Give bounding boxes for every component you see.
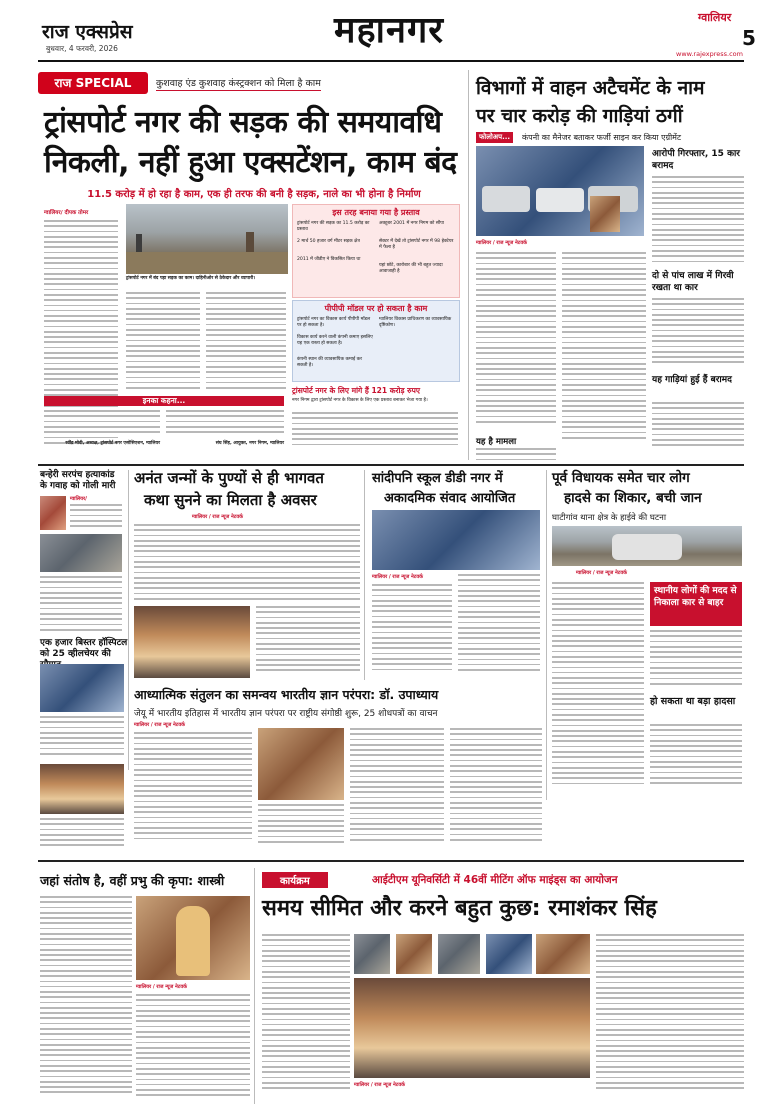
katha-body-1 — [134, 524, 360, 604]
right-lead-body-1 — [476, 252, 556, 432]
right-side-body-3 — [652, 402, 744, 454]
ppp-box-item: कंपनी स्थान की व्यावसायिक कमाई कर सकती है। — [297, 357, 363, 368]
ppp-box-item: विकास कार्य करने वाली कंपनी कमाए इसलिए यह एक रास्ता हो सकता है। — [297, 335, 373, 346]
section-rule — [38, 860, 744, 862]
culture-photo-2 — [258, 728, 344, 800]
note-body-1 — [44, 410, 160, 436]
accident-title-1: पूर्व विधायक समेत चार लोग — [552, 470, 690, 486]
culture-subhead: जेयू में भारतीय इतिहास में भारतीय ज्ञान परंपरा पर राष्ट्रीय संगोष्ठी शुरू, 25 शोधपत्रों का वाचन — [134, 709, 438, 719]
bottom-left-body-1 — [40, 896, 132, 1102]
culture-byline: ग्वालियर / राज न्यूज नेटवर्क — [134, 722, 185, 728]
proposal-box-item: यहां छोटे, कारोबार की भी बहुत ज्यादा आवाजाही है — [379, 263, 443, 274]
accident-byline: ग्वालियर / राज न्यूज नेटवर्क — [576, 570, 627, 576]
city-name: ग्वालियर — [698, 11, 732, 24]
bottom-left-byline: ग्वालियर / राज न्यूज नेटवर्क — [136, 984, 187, 990]
website: www.rajexpress.com — [676, 50, 743, 58]
school-byline: ग्वालियर / राज न्यूज नेटवर्क — [372, 574, 423, 580]
column-divider — [128, 470, 129, 770]
callout-title: ट्रांसपोर्ट नगर के लिए मांगे हैं 121 करोड़ रुपए — [292, 386, 421, 395]
speaker-photo-main — [536, 934, 590, 974]
lead-photo-caption: ट्रांसपोर्ट नगर में बंद पड़ा सड़क का काम। दाहिनीओर से ठेकेदार और व्यापारी। — [126, 276, 256, 281]
school-title-1: सांदीपनि स्कूल डीडी नगर में — [372, 471, 503, 486]
masthead — [0, 0, 778, 58]
right-lead-kicker: कंपनी का मैनेजर बताकर फर्जी साइन कर किया एग्रीमेंट — [522, 133, 681, 142]
speaker-photo-1 — [354, 934, 390, 974]
bottom-left-photo — [136, 896, 250, 980]
right-lead-kicker-label: फोलोअप... — [476, 132, 513, 143]
lead-byline: ग्वालियर/ दीपक तोमर — [44, 210, 89, 216]
hospital-story-photo — [40, 664, 124, 712]
lead-photo — [126, 204, 288, 274]
accident-subhead: घाटीगांव थाना क्षेत्र के हाईवे की घटना — [552, 513, 667, 523]
murder-story-title: बन्हेरी सरपंच हत्याकांड के गवाह को गोली मारी — [40, 470, 116, 491]
katha-photo — [134, 606, 250, 678]
school-title-2: अकादमिक संवाद आयोजित — [384, 491, 516, 506]
note-attribution-2: संघ सिंह, आयुक्त, नगर निगम, ग्वालियर — [215, 441, 284, 446]
culture-body-4 — [450, 728, 542, 852]
issue-date: बुधवार, 4 फरवरी, 2026 — [46, 44, 118, 53]
school-photo — [372, 510, 540, 570]
lead-headline-line1: ट्रांसपोर्ट नगर की सड़क की समयावधि — [44, 105, 442, 140]
lead-kicker: कुशवाह एंड कुशवाह कंस्ट्रक्शन को मिला है काम — [156, 78, 321, 89]
katha-body-2 — [256, 606, 360, 678]
right-lead-body-3 — [476, 448, 556, 462]
culture-body-1 — [134, 732, 252, 850]
column-divider — [364, 470, 365, 680]
note-body-2 — [166, 410, 284, 436]
culture-photo — [40, 764, 124, 814]
accident-photo — [552, 526, 742, 566]
lead-body-col2 — [126, 292, 200, 392]
katha-title-2: कथा सुनने का मिलता है अवसर — [144, 491, 317, 509]
proposal-box — [292, 204, 460, 298]
audience-photo — [354, 978, 590, 1078]
proposal-box-item: सेक्टर में देखें तो ट्रांसपोर्ट नगर में 98 हेक्टेयर में फैला है — [379, 239, 454, 250]
program-tag: कार्यक्रम — [262, 872, 328, 888]
murder-story-body-2 — [40, 576, 122, 636]
katha-title-1: अनंत जन्मों के पुण्यों से ही भागवत — [134, 469, 324, 487]
speaker-photo-2 — [396, 934, 432, 974]
proposal-box-title: इस तरह बनाया गया है प्रस्ताव — [332, 208, 420, 217]
callout-body-lines — [292, 412, 458, 448]
special-tag-label: राज SPECIAL — [54, 76, 132, 90]
right-side-head-2: दो से पांच लाख में गिरवी रखता था कार — [652, 271, 734, 293]
ppp-box-item: ग्वालियर विकास प्राधिकरण का व्यावसायिक दृष्टिकोण। — [379, 317, 452, 328]
hospital-story-body — [40, 716, 124, 760]
note-title: इनका कहना... — [142, 396, 186, 405]
right-side-body-1 — [652, 176, 744, 266]
right-lead-headline-1: विभागों में वाहन अटैचमेंट के नाम — [476, 77, 705, 99]
masthead-rule — [38, 60, 744, 62]
accused-photo — [590, 196, 620, 232]
right-lead-byline: ग्वालियर / राज न्यूज नेटवर्क — [476, 240, 527, 246]
culture-title: आध्यात्मिक संतुलन का समन्वय भारतीय ज्ञान परंपरा: डॉ. उपाध्याय — [134, 687, 439, 702]
section-title: महानगर — [334, 10, 444, 51]
proposal-box-item: अक्टूबर 2001 में नगर निगम को सौंपा — [379, 221, 444, 226]
ppp-box — [292, 300, 460, 382]
proposal-box-item: 2011 में जीडीए ने विकसित किया था — [297, 257, 361, 262]
program-kicker: आईटीएम यूनिवर्सिटी में 46वीं मीटिंग ऑफ माइंड्स का आयोजन — [372, 874, 618, 886]
proposal-box-item: ट्रांसपोर्ट नगर की सड़क का 11.5 करोड़ का प्रस्ताव — [297, 221, 370, 232]
rescue-box — [650, 582, 742, 626]
right-lead-subhead: यह है मामला — [476, 437, 517, 447]
program-body-2 — [596, 934, 744, 1102]
lead-body-col3 — [206, 292, 286, 392]
hospital-story-title: एक हजार बिस्तर हॉस्पिटल को 25 व्हीलचेयर की — [40, 638, 128, 659]
school-body-2 — [458, 574, 540, 680]
section-rule — [38, 464, 744, 466]
culture-caption — [40, 818, 124, 852]
right-lead-body-2 — [562, 252, 646, 452]
bottom-left-title: जहां संतोष है, वहीं प्रभु की कृपा: शास्त्री — [40, 873, 225, 888]
murder-story-photo — [40, 496, 66, 530]
rescue-box-title: स्थानीय लोगों की मदद से निकाला कार से बाहर — [654, 586, 737, 608]
page-number: 5 — [742, 26, 756, 50]
murder-story-body — [70, 504, 122, 530]
right-side-head-1: आरोपी गिरफ्तार, 15 कार बरामद — [652, 149, 740, 171]
right-lead-headline-2: पर चार करोड़ की गाड़ियां ठगीं — [476, 105, 683, 127]
column-divider — [546, 470, 547, 800]
accident-title-2: हादसे का शिकार, बची जान — [564, 490, 702, 506]
right-side-head-3: यह गाड़ियां हुई हैं बरामद — [652, 375, 732, 385]
speaker-photo-4 — [486, 934, 532, 974]
paper-name: राज एक्सप्रेस — [42, 21, 133, 43]
program-byline: ग्वालियर / राज न्यूज नेटवर्क — [354, 1082, 405, 1088]
program-title: समय सीमित और करने बहुत कुछ: रमाशंकर सिंह — [262, 896, 657, 921]
program-body-1 — [262, 934, 350, 1102]
proposal-box-item: 2 मार्च 50 हजार वर्ग मीटर सड़क क्षेत्र — [297, 239, 360, 244]
column-divider — [254, 868, 255, 1104]
note-attribution-1: रवींद्र मोदी, अध्यक्ष, ट्रांसपोर्ट नगर एसोसिएशन, ग्वालियर — [65, 441, 160, 446]
lead-headline-line2: निकली, नहीं हुआ एक्सटेंशन, काम बंद — [44, 145, 457, 180]
culture-body-3 — [350, 728, 444, 852]
accident-body-2 — [650, 630, 742, 694]
murder-story-byline: ग्वालियर/ — [70, 496, 87, 502]
right-side-body-2 — [652, 298, 744, 370]
special-tag — [38, 72, 148, 94]
accident-body-1 — [552, 582, 644, 792]
culture-body-2 — [258, 804, 344, 852]
katha-byline: ग्वालियर / राज न्यूज नेटवर्क — [192, 514, 243, 520]
bottom-left-body-2 — [136, 994, 250, 1102]
accident-subhead-2: हो सकता था बड़ा हादसा — [650, 696, 736, 707]
murder-story-photo-2 — [40, 534, 122, 572]
accident-body-3 — [650, 724, 742, 794]
column-divider — [468, 70, 469, 460]
school-body-1 — [372, 584, 452, 680]
callout-body: नगर निगम द्वारा ट्रांसपोर्ट नगर के विकास के लिए एक प्रस्ताव बनाकर भेजा गया है। — [292, 398, 428, 403]
ppp-box-item: ट्रांसपोर्ट नगर का विकास कार्य पीपीपी मॉडल पर हो सकता है। — [297, 317, 371, 328]
lead-subhead: 11.5 करोड़ में हो रहा है काम, एक ही तरफ की बनी है सड़क, नाले का भी होना है निर्माण — [87, 189, 421, 200]
speaker-photo-3 — [438, 934, 480, 974]
ppp-box-title: पीपीपी मॉडल पर हो सकता है काम — [324, 304, 428, 313]
